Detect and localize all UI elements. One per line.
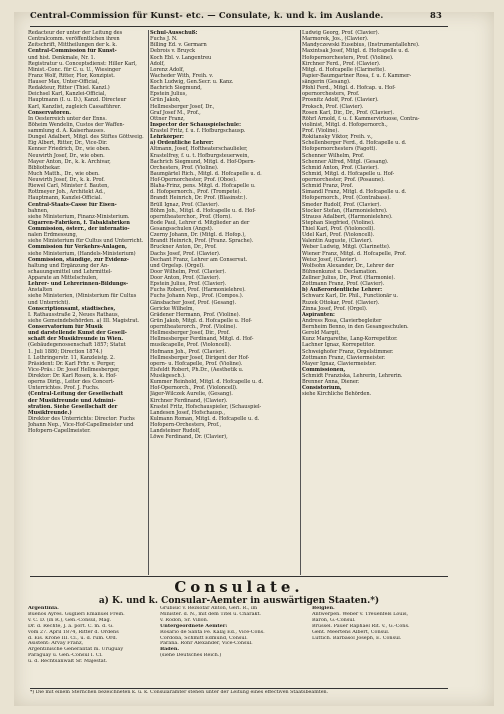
text-line: siehe Ministerium für Cultus und Unterricht. xyxy=(28,238,144,245)
text-line: Rosario de Santa Fe. Kalaj Ed., Vice-Cons. xyxy=(160,629,265,635)
text-line: Schenner Wilhelm, Prof. xyxy=(302,152,365,159)
text-line: Bernheim Benno, in den Gesangsschulen. xyxy=(302,324,409,330)
text-line: Untergeordnete Aemter: xyxy=(160,623,228,629)
text-line: Commission für Verkehrs-Anlagen, xyxy=(28,244,127,251)
text-line: Musikgesch.). xyxy=(150,373,186,379)
text-line: Asistent: Arvay Franz, xyxy=(28,641,84,647)
text-line: violinist, Mitgl. d. Hofopernorch., xyxy=(302,121,388,128)
page-number: 83 xyxy=(429,10,442,20)
text-line: Rosen Karl, Dir., Dr., Prof. (Clavier). xyxy=(302,109,394,116)
text-line: Rottmeyer Joh., Architekt Ad., xyxy=(28,189,106,196)
text-line: Redacteur der unter der Leitung des xyxy=(28,30,123,36)
text-line: Löwe Ferdinand, Dr. (Clavier), xyxy=(150,434,228,441)
text-line: Hellmesberger Josef, Dr., xyxy=(150,103,215,110)
text-line: opernorchester, Prof. (Posaune). xyxy=(302,177,385,183)
text-line: Franz Wolf, Ritter, Flor, Konzipist. xyxy=(28,72,115,79)
text-line: Buenos Ayres. Guglieri Emanuel Freih. xyxy=(28,611,125,617)
text-line: Jäger-Wilczek Aurelie, (Gesang). xyxy=(150,391,233,398)
text-line: Bruckner Anton, Dr., Prof. xyxy=(150,244,217,251)
text-line: Conservatorium für Musik xyxy=(28,324,103,330)
text-line: Koch Ludwig, Gen.Secr. u. Kanz. xyxy=(150,79,234,85)
text-line: Brenner Anna, Diener. xyxy=(302,379,360,386)
text-line: Epstein Julius, Prof. (Clavier). xyxy=(150,281,227,288)
text-line: Zinna Josef, Prof. (Orgel). xyxy=(302,305,368,312)
text-line: Adolf, xyxy=(150,60,165,67)
text-line: Czerny Johann, Dr. (Mitgl. d. Hofop.), xyxy=(150,232,246,239)
text-line: Landsteiner Rudolf, xyxy=(150,428,201,435)
text-line: Hauser Max, Unter-Official, xyxy=(28,79,100,85)
text-line: operns Dirig., Leiter des Concert- xyxy=(28,379,115,386)
text-line: Schellenberger Ferd., d. Hofcapelle u. d. xyxy=(302,140,407,147)
text-line: siehe Kirchliche Behörden. xyxy=(302,391,372,398)
text-line: Brandt Heinrich, Dr. Prof. (Blasinstr.). xyxy=(150,195,248,202)
text-line: Hauptmann, Kanzlei-Official. xyxy=(28,195,103,202)
text-line: Gerold Margit, xyxy=(302,330,340,337)
text-line: Fuchs Johann Nep., Prof. (Compos.). xyxy=(150,293,244,300)
text-line: Minister. d. N., mit dem Titel u. Charakt. xyxy=(160,611,261,617)
text-line: sängerin (Gesang). xyxy=(302,79,351,85)
text-line: Papier-Baumgartner Rosa, f. u. f. Kammer- xyxy=(302,72,412,79)
text-line: Unterrichtes. Prof. J. Fuchs. xyxy=(28,385,100,392)
text-line: Schmidt Franziska, Lehrerin, Lehrerin. xyxy=(302,373,403,379)
text-column-middle xyxy=(150,30,298,576)
text-line: Commission, ständige, zur Evidenz- xyxy=(28,256,129,263)
text-line: Krastel Fritz, f. u. f. Hofburgschausp. xyxy=(150,128,246,134)
text-line: Hofmann Joh., Prof. (Clavier). xyxy=(150,348,226,355)
text-line: Kummer Reinhold, Mitgl. d. Hofcapelle u. d. xyxy=(150,379,264,386)
text-line: Hellmesberger Ferdinand, Mitgl. d. Hof- xyxy=(150,336,254,343)
text-line: Zellner Julius, Dr., Prof. (Harmonie). xyxy=(302,275,396,281)
text-line: Direktor des Unterrichts: Director: Fuchs xyxy=(28,415,135,422)
text-line: u. d. Rechtsanwalt Sr. Majestät. xyxy=(28,659,108,665)
text-line: Böhm Joh., Mitgl. d. Hofcapelle u. d. Hof- xyxy=(150,207,256,214)
text-line: Prosnitz Adolf, Prof. (Clavier). xyxy=(302,97,379,104)
text-line: Brandt Heinrich, Prof. (Franz. Sprache). xyxy=(150,238,254,245)
text-line: siehe Gemeindebehörden. a) III. Magistrat. xyxy=(28,317,139,324)
text-line: Gent. Meertens Albert, Consul. xyxy=(312,629,390,635)
text-line: Lehrkörper: xyxy=(150,134,184,141)
text-line: Redakteur, Ritter (Thiel. Kanzl.) xyxy=(28,85,110,92)
text-line: Eig Albert, Ritter, Dr., Vice-Dir. xyxy=(28,140,108,147)
text-line: Commissionen, xyxy=(302,366,346,373)
text-line: Valentin Auguste, (Clavier). xyxy=(302,238,373,245)
text-line: Baden. xyxy=(160,647,180,653)
text-line: (Central-Leitung der Gesellschaft xyxy=(28,391,124,398)
text-line: Schmid Franz, Prof. xyxy=(302,183,353,190)
text-line: Consistorium, xyxy=(302,385,342,392)
text-line: Deichsel Karl, Kanzlei-Official, xyxy=(28,91,107,98)
text-line: Dechant Franz, Lehrer am Conservat. xyxy=(150,256,248,263)
text-line: Ruzek Ottokar, Prof. (Clavier). xyxy=(302,299,380,306)
text-line: Gänsbacher Josef, Prof. (Gesang). xyxy=(150,299,237,306)
text-line: siehe Ministerium, Finanz-Ministerium. xyxy=(28,213,130,220)
text-line: Conscriptionsamt, städtisches, xyxy=(28,305,116,312)
text-line: musikcapelle, Prof. (Violoncell). xyxy=(150,342,232,349)
text-line: Hof-Opernorchester, Prof. (Oboe). xyxy=(150,177,237,183)
text-line: Schmid Anton, Prof. (Clavier). xyxy=(302,164,379,171)
text-line: Centralcomm. veröffentlichen ihren xyxy=(28,36,120,43)
text-column-left xyxy=(28,30,146,576)
text-line: der Musikfreunde und Admini- xyxy=(28,397,116,404)
running-header xyxy=(30,10,448,24)
text-line: v. C. D. (in R.), Gen.-Consul, Mag. xyxy=(28,617,112,623)
text-line: Antwerpen. Weber v. Treuenfels Louis, xyxy=(312,611,409,617)
text-line: Lehrer- und Lehrerinnen-Bildungs- xyxy=(28,281,129,288)
text-line: Schweighofer Franz, Orgelstimmer. xyxy=(302,348,394,355)
text-line: Orchesters, Prof. (Violine). xyxy=(150,164,219,171)
text-line: Minist.-Conc. für C. u. U., Wiesinger xyxy=(28,66,121,73)
text-line: Neuwirth Josef, Dr., wie oben. xyxy=(28,152,105,159)
text-line: Argentinische Generalität m. Uruguay xyxy=(28,647,124,653)
text-line: Landesen Josef, Hofschausp., xyxy=(150,409,226,416)
text-line: Simandl Franz, Mitgl. d. Hofcapelle u. d. xyxy=(302,189,407,196)
text-line: Hellmesberger Josef, Dir., Prof. xyxy=(150,330,230,337)
text-line: Wacheder With, Freih. v. xyxy=(150,72,214,79)
text-line: bahnen, xyxy=(28,207,49,214)
text-line: Central-Staats-Casse für Eisen- xyxy=(28,201,117,208)
text-line: und darstellende Kunst der Gesell- xyxy=(28,330,127,337)
consulate-column-left xyxy=(28,606,156,686)
text-line: Altmann, Josef, Hoftheaterschaulieler, xyxy=(150,146,248,153)
text-line: (siehe Deutsches Reich.) xyxy=(160,653,222,659)
text-line: Udel Karl, Prof. (Violoncell). xyxy=(302,232,375,239)
text-line: und Orgelsp. (Orgel). xyxy=(150,262,205,269)
text-line: Zeitschrift, Mittheilungen der k. k. xyxy=(28,42,117,49)
text-line: Bachrich Siegmund, Mitgl. d. Hof-Opern- xyxy=(150,158,256,165)
header-title: Central-Commission für Kunst- etc. — Consulate, k. und k. im Auslande. xyxy=(30,10,384,20)
text-line: Hellmesberger Josef, Dirigent der Hof- xyxy=(150,354,250,361)
text-line: d. Eis. Krone III. Cl., u. d. rum. Ord. xyxy=(28,635,118,641)
text-line: Prof. (Violine). xyxy=(302,128,339,134)
text-line: Door Anton, Prof. (Clavier). xyxy=(150,275,221,281)
text-line: haltung und Ergänzung der An- xyxy=(28,262,109,269)
text-line: Mayer Ignaz, Claviermeister. xyxy=(302,360,377,367)
text-line: Bachrich Siegmund, xyxy=(150,85,202,92)
text-line: Johann Nep., Vice-Hof-Capellmeister und xyxy=(28,422,134,428)
text-line: Bode Paul, Lehrer d. Mitglieder an der xyxy=(150,219,250,226)
text-line: Grün Jakob, Mitgl. d. Hofcapelle u. Hof- xyxy=(150,317,252,324)
column-divider xyxy=(300,30,301,575)
text-line: Pfohl Ferd., Mitgl. d. Hofcap. u. Hof- xyxy=(302,85,396,92)
consulate-column-middle xyxy=(160,606,308,686)
text-line: 1. Juli 1880; Direction 1874.) xyxy=(28,348,103,355)
text-line: Karl, Kanzlist, zugleich Cassaführer. xyxy=(28,103,122,110)
text-column-right xyxy=(302,30,450,576)
text-line: Bibliothekar. xyxy=(28,164,61,171)
text-line: Ottner Franz, xyxy=(150,115,185,122)
text-line: Central-Commission für Kunst- xyxy=(28,48,117,55)
text-line: Proksch, Prof. (Clavier). xyxy=(302,103,364,110)
text-line: Hofopern-Capellmeister. xyxy=(28,428,91,435)
text-line: nalen Erdmessung, xyxy=(28,232,78,239)
text-line: Zottmann Franz, Prof. (Clavier). xyxy=(302,281,385,288)
text-line: Grädener Hermann, Prof. (Violine). xyxy=(150,311,241,318)
text-line: Eisfeldt Robert, Ph.Dr., (Aesthetik u. xyxy=(150,366,244,373)
text-line: siehe Ministerien, (Ministerium für Cultus xyxy=(28,293,137,300)
text-line: Vice-Präs.: Dr. Josef Hellmesberger, xyxy=(28,366,120,373)
consulate-column-right xyxy=(312,606,452,686)
text-line: Anstalten xyxy=(28,287,53,294)
text-line: Cigarren-Fabriken, f. Tabakfabriken xyxy=(28,219,130,226)
text-line: Baumgärtel Rich., Mitgl. d. Hofcapelle u. d. xyxy=(150,170,262,177)
text-line: Kulmann Roman, Mitgl. d. Hofcapelle u. d. xyxy=(150,415,260,422)
text-line: Lorenz Adolf, xyxy=(150,66,185,73)
text-line: Weber Ludwig, Mitgl. (Clarinette). xyxy=(302,244,391,251)
text-line: Door Wilhelm, Prof. (Clavier). xyxy=(150,268,226,275)
text-line: opernorchesters, Prof. xyxy=(302,91,360,98)
footnote: *) Die mit einem Sternchen bezeichneten k. u. k. Consularämter stehen unter der Leitung eines effectiven Staatsbeamten. xyxy=(30,690,329,695)
text-line: a) Ordentliche Lehrer: xyxy=(150,140,214,147)
text-line: Graf Josef M., Prof., xyxy=(150,109,201,116)
text-line: Schwarz Karl, Dr. Phil., Functionär u. xyxy=(302,293,398,300)
text-line: Aspiranten: xyxy=(302,311,335,318)
text-line: Präsident: Dr. Karl Frhr. v. Perger, xyxy=(28,360,116,367)
text-line: Fuchs Robert, Prof. (Harmonielehre). xyxy=(150,287,246,294)
text-line: I. Lothringerstr. 11, Kanzleistg. 2. xyxy=(28,354,115,361)
text-line: Wolfsohn Alexander, Dr., Lehrer der xyxy=(302,262,395,269)
text-line: Marmorek, Jos., (Clavier). xyxy=(302,36,369,43)
text-line: opern- u. Hofcapelle, Prof. (Violine). xyxy=(150,360,243,367)
text-line: Hofopernorchesters, Prof. (Violine). xyxy=(302,54,394,61)
text-line: sammlung d. A. Kaiserhauses. xyxy=(28,128,106,134)
text-line: Mayer Anton, Dr., k. k. Archivar, xyxy=(28,158,111,165)
text-line: Lüttich. Barbasol Joseph, E. Consul. xyxy=(312,635,402,641)
text-line: schauungsmittel und Lehrmittel- xyxy=(28,268,113,275)
text-line: Hauptmann (I. u. D.), Kanzl. Directeur xyxy=(28,97,127,104)
text-line: Apparate an Mittelschulen, xyxy=(28,275,98,281)
text-line: Mandyczewski Eusebius, (Instrumentallehre). xyxy=(302,42,420,49)
text-line: Weisz Josef, (Clavier). xyxy=(302,256,358,263)
text-line: Kirchner Ferd., Prof. (Clavier). xyxy=(302,60,381,67)
text-line: Koch Ebl. v. Langentreu xyxy=(150,54,212,61)
text-line: Krastelfrey, f. u. t. Hofburgsteuerwein, xyxy=(150,152,250,159)
text-line: Conservatoren. xyxy=(28,109,71,116)
text-line: Neuwirth Josef, Dr., k. k. Prof. xyxy=(28,177,105,183)
text-line: Musikfreunde.) xyxy=(28,409,72,416)
text-line: Schmid, Mitgl. d. Hofcapelle u. Hof- xyxy=(302,170,395,177)
header-rule xyxy=(30,26,448,27)
text-line: Smeder Rudolf, Prof. (Clavier). xyxy=(302,201,381,208)
text-line: Röhrl Arnold, f. u. f. Kammervirtuose, Contra- xyxy=(302,115,420,122)
text-line: Dr. d. Rechte, J. a. port. C. m. d. G. xyxy=(28,623,114,629)
text-line: Bühnenkunst u. Declamation. xyxy=(302,268,378,275)
text-line: Epstein Julius, xyxy=(150,91,187,98)
column-divider xyxy=(148,30,149,575)
section-title: Consulate. xyxy=(174,578,304,596)
text-line: d. Hofopernorch., Prof. (Trompete). xyxy=(150,189,242,196)
text-line: Wiener Franz, Mitgl. d. Hofcapelle, Prof. xyxy=(302,250,407,257)
section-rule xyxy=(30,576,448,577)
text-line: Thiel Karl, Prof. (Violoncell). xyxy=(302,226,375,232)
text-line: Brüll Ignaz, Prof. (Clavier). xyxy=(150,201,220,208)
text-line: Andress Rosa, Clavierbegleiter xyxy=(302,317,382,324)
text-line: vom 27. April 1874, Ritter d. Ordens xyxy=(28,629,119,635)
text-line: Riewel Carl, Minister f. Bauten, xyxy=(28,183,110,190)
text-line: Billing Ed. v. Germarn xyxy=(150,42,207,49)
text-line: Kenner Friedrich, Dr., wie oben. xyxy=(28,146,111,153)
text-line: Much Matth., Dr., wie oben. xyxy=(28,170,100,177)
text-line: und hist. Denkmale, Nr. 1. xyxy=(28,54,96,61)
text-line: I. Rathausstraße 2, Neues Rathaus, xyxy=(28,311,120,318)
text-line: Hofopernorch., Prof. (Contrabass). xyxy=(302,195,391,202)
text-line: b) Außerordentliche Lehrer: xyxy=(302,287,383,294)
text-line: Gericke Wilhelm, xyxy=(150,305,195,312)
text-line: Rokitansky Viktor, Freih. v., xyxy=(302,134,373,141)
text-line: Inspector der Schauspielschule: xyxy=(150,121,241,128)
text-line: Maxintsak Josef, Mitgl. d. Hofcapelle u. d. xyxy=(302,48,410,55)
text-line: Cordoba, Schmitt Edmund, Consul. xyxy=(160,635,248,641)
text-line: Registratur u. Conceptsdienst: Hiller Karl, xyxy=(28,60,137,67)
text-line: (Gebäudegenossenschaft 1857; Statut xyxy=(28,342,126,349)
text-line: Stephan Siegfried, (Violine). xyxy=(302,219,375,226)
text-line: Zottmann Franz, Claviermeister. xyxy=(302,354,386,361)
section-subtitle: a) K. und k. Consular-Aemter in auswärtigen Staaten.*) xyxy=(98,596,380,606)
text-line: Belgien. xyxy=(312,606,335,611)
text-line: Schenner Alfred, Mitgl. (Gesang). xyxy=(302,158,389,165)
text-line: Debrois v. Bruyck xyxy=(150,48,196,55)
text-line: Ludwig Georg, Prof. (Clavier). xyxy=(302,30,380,36)
text-line: Blaha-Frinz, pens. Mitgl. d. Hofcapelle u. xyxy=(150,183,256,190)
text-line: siehe Ministerium, (Handels-Ministerium) xyxy=(28,250,136,257)
text-line: In Oesterreich unter der Enns. xyxy=(28,115,107,122)
text-line: schaft der Musikfreunde in Wien. xyxy=(28,336,124,343)
text-line: Schul-Ausschuß: xyxy=(150,30,198,36)
text-line: Hofopern-Orchesters, Prof., xyxy=(150,422,222,428)
text-line: Grubisic v. Rezsöfar Anton, Gerl. R., im xyxy=(160,606,258,611)
text-line: Direktor: Dr. Karl Rosen, k. k. Hof- xyxy=(28,373,117,379)
text-line: Commission, österr., der internatio- xyxy=(28,226,130,232)
text-line: Hofopernorchesters (Fagott). xyxy=(302,146,377,153)
text-line: Böheim Wendelin, Custos der Waffen- xyxy=(28,121,125,128)
text-line: Kunz Margarethe, Lang-Korrepetitor. xyxy=(302,336,398,343)
text-line: Baron, G.-Consul. xyxy=(312,617,356,623)
text-line: Argentinia. xyxy=(28,606,59,611)
text-line: Krastel Fritz, Hofschauspieler, (Schauspiel- xyxy=(150,403,262,410)
text-line: Stocker Stefan, (Harmonielehre). xyxy=(302,207,388,214)
text-line: v. Rodon, Sr. Villon. xyxy=(160,617,209,623)
text-line: Dungel Adalbert, Mitgl. des Stiftes Göttweig. xyxy=(28,134,144,141)
text-line: operntheaterorch., Prof. (Violine). xyxy=(150,324,237,330)
text-line: Dachs Josef, Prof. (Clavier). xyxy=(150,250,221,257)
text-line: Hof-Opernorch., Prof. (Violoncell). xyxy=(150,385,238,392)
footnote-rule xyxy=(30,688,448,689)
text-line: und Unterricht). xyxy=(28,299,70,306)
text-line: Kirchner Ferdinand, (Clavier). xyxy=(150,397,228,404)
text-line: Grün Jakob, xyxy=(150,97,181,104)
text-line: Gesangsschulen (Angst). xyxy=(150,226,214,232)
text-line: Strauss Adalbert, (Harmonielehre). xyxy=(302,213,393,220)
text-line: Fuchs J. N. xyxy=(150,36,178,43)
text-line: operntheaterchor., Prof. (Horn). xyxy=(150,213,232,220)
text-line: Paraguay u. Gen.-Consul I. Cl. xyxy=(28,653,103,659)
text-line: Parana. Rohr Alexander, Vice-Consul. xyxy=(160,641,253,647)
text-line: Lachner Ignaz, Korrepetitor. xyxy=(302,342,375,349)
text-line: Mitgl. d. Hofcapelle (Clarinette). xyxy=(302,66,386,73)
text-line: Brüssel. Pauer Raphael Rit. v., G.-Cons. xyxy=(312,623,410,629)
text-line: stration. Siehe Gesellschaft der xyxy=(28,403,118,410)
